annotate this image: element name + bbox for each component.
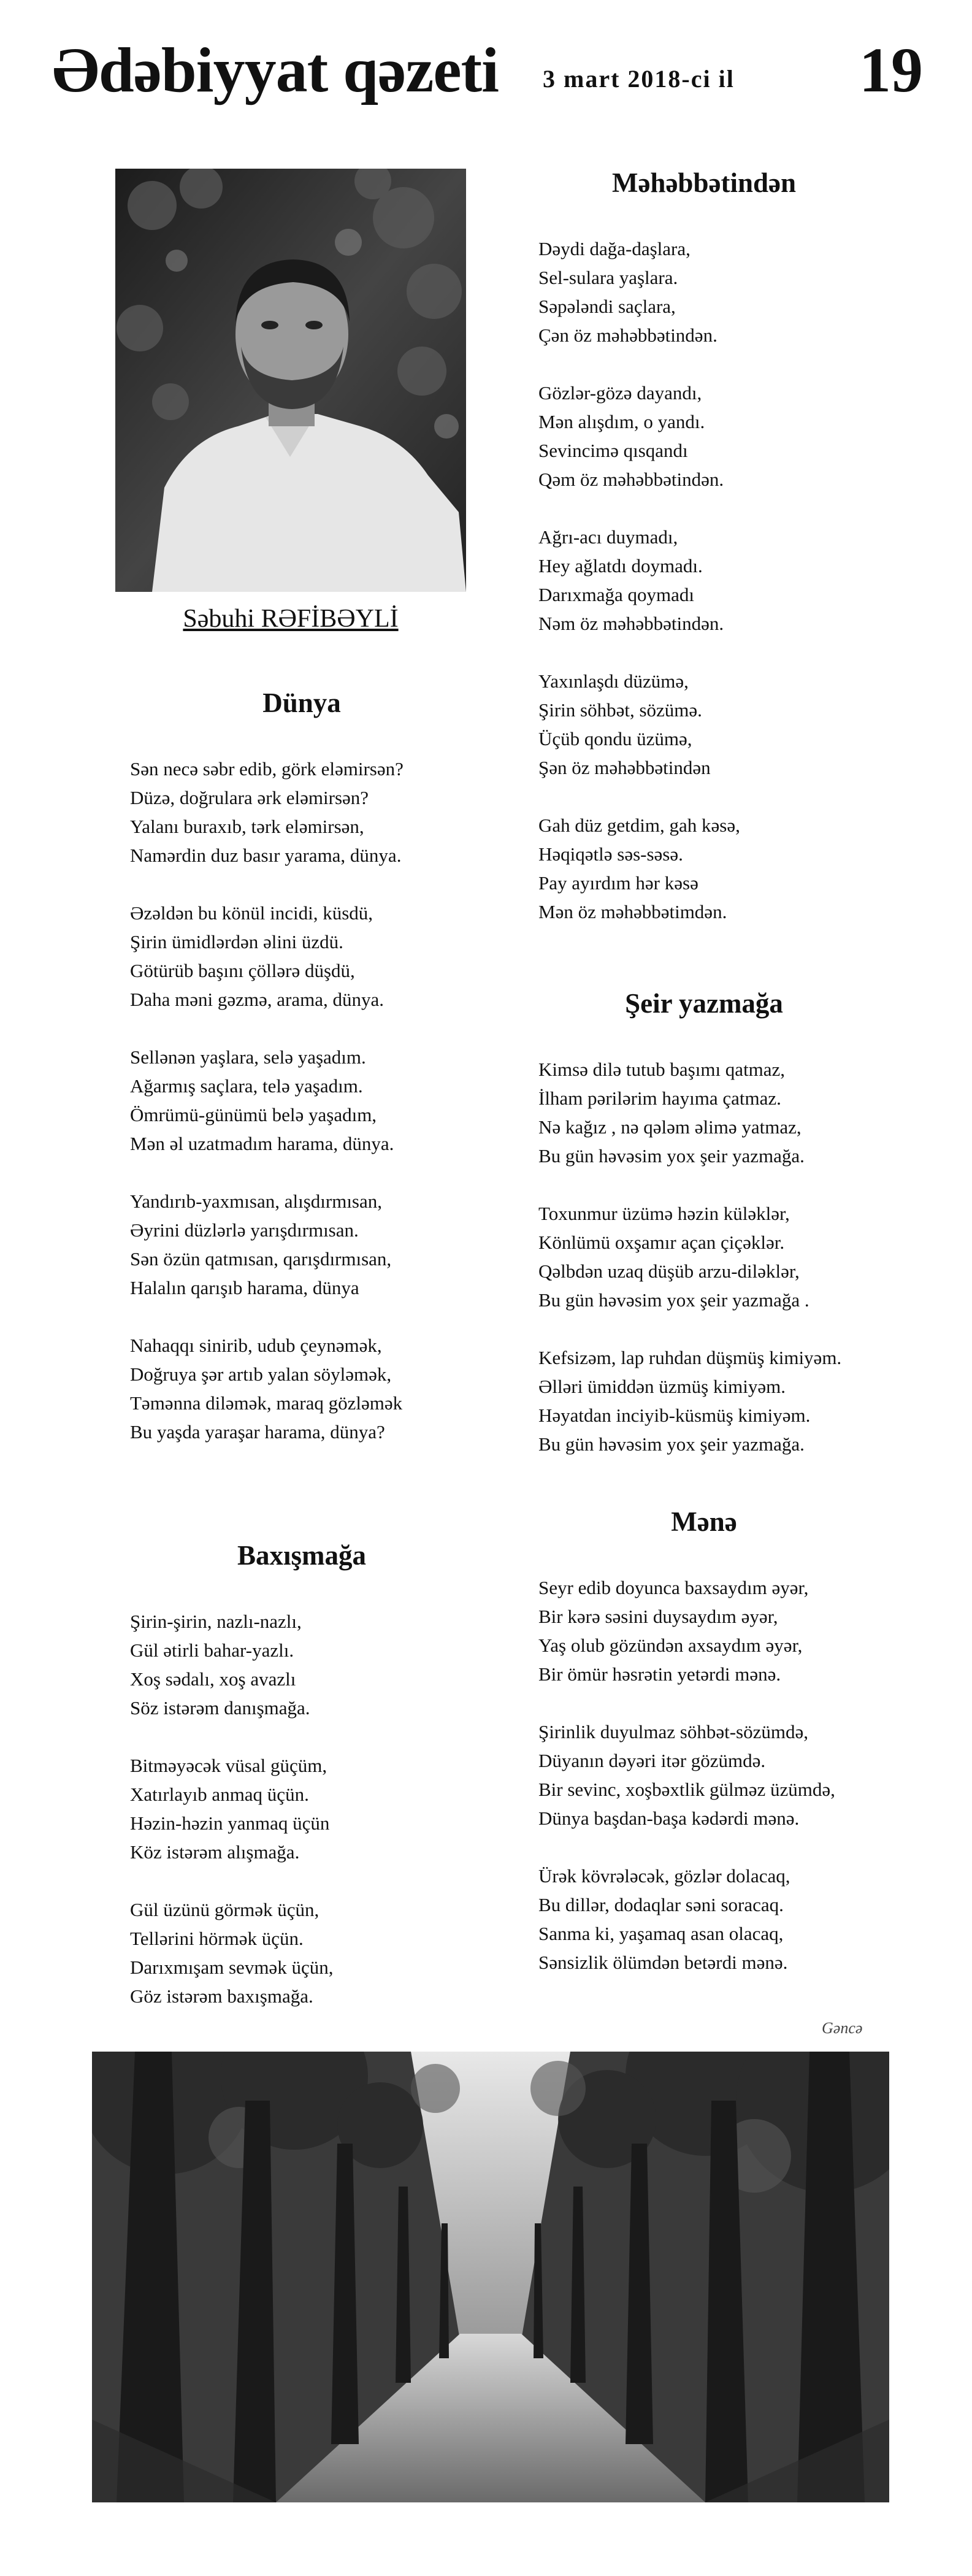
verse-line: Bu yaşda yaraşar harama, dünya? — [130, 1421, 385, 1443]
signature: Gəncə — [822, 2019, 863, 2037]
verse-line: Pay ayırdım hər kəsə — [538, 872, 698, 894]
stanza — [130, 1895, 473, 2011]
poem-mehebbetinden — [538, 167, 870, 955]
verse-line: Bir kərə səsini duysaydım əyər, — [538, 1606, 778, 1627]
poem-title: Baxışmağa — [237, 1540, 366, 1571]
verse-line: Mən öz məhəbbətimdən. — [538, 901, 727, 922]
verse-line: Söz istərəm danışmağa. — [130, 1697, 310, 1719]
verse-line: Sən necə səbr edib, görk eləmirsən? — [130, 758, 404, 780]
verse-line: Sanma ki, yaşamaq asan olacaq, — [538, 1923, 784, 1944]
poem-title: Mənə — [671, 1506, 737, 1537]
stanza — [130, 899, 473, 1014]
verse-line: Bu gün həvəsim yox şeir yazmağa. — [538, 1145, 805, 1167]
verse-line: Hey ağlatdı doymadı. — [538, 555, 703, 577]
poem-mene — [538, 1506, 870, 2006]
stanza — [538, 1343, 870, 1459]
author-name: Səbuhi RƏFİBƏYLİ — [183, 605, 399, 633]
verse-line: Yaş olub gözündən axsaydım əyər, — [538, 1635, 803, 1656]
verse-line: Əzəldən bu könül incidi, küsdü, — [130, 902, 373, 924]
verse-line: Nəm öz məhəbbətindən. — [538, 613, 724, 634]
alley-photo — [92, 2052, 889, 2502]
verse-line: Bir sevinc, xoşbəxtlik gülməz üzümdə, — [538, 1779, 835, 1800]
stanza — [130, 1043, 473, 1158]
verse-line: Gözlər-gözə dayandı, — [538, 382, 702, 404]
poem-baxismaga — [130, 1539, 473, 2039]
stanza — [130, 1751, 473, 1866]
verse-line: Sellənən yaşlara, selə yaşadım. — [130, 1046, 366, 1068]
verse-line: Ürək kövrələcək, gözlər dolacaq, — [538, 1865, 790, 1887]
verse-line: Ağrı-acı duymadı, — [538, 526, 678, 548]
stanza — [538, 1055, 870, 1170]
verse-line: Bu dillər, dodaqlar səni soracaq. — [538, 1894, 784, 1915]
verse-line: Ömrümü-günümü belə yaşadım, — [130, 1104, 377, 1125]
verse-line: Seyr edib doyunca baxsaydım əyər, — [538, 1577, 809, 1598]
author-photo-image — [115, 169, 466, 592]
poem-title: Şeir yazmağa — [625, 988, 783, 1019]
stanza — [538, 1861, 870, 1977]
verse-line: Darıxmağa qoymadı — [538, 584, 694, 605]
verse-line: Tellərini hörmək üçün. — [130, 1928, 304, 1949]
stanza — [538, 811, 870, 926]
author-photo — [115, 169, 466, 592]
verse-line: Şirin söhbət, sözümə. — [538, 699, 702, 721]
stanza — [538, 1199, 870, 1314]
verse-line: Sevincimə qısqandı — [538, 440, 688, 461]
stanza — [538, 667, 870, 782]
verse-line: Təmənna diləmək, maraq gözləmək — [130, 1392, 403, 1414]
verse-line: Həyatdan inciyib-küsmüş kimiyəm. — [538, 1405, 811, 1426]
verse-line: Üçüb qondu üzümə, — [538, 728, 692, 749]
verse-line: Həqiqətlə səs-səsə. — [538, 843, 683, 865]
verse-line: Nahaqqı sinirib, udub çeynəmək, — [130, 1335, 382, 1356]
verse-line: Xatırlayıb anmaq üçün. — [130, 1784, 309, 1805]
verse-line: Sən özün qatmısan, qarışdırmısan, — [130, 1248, 392, 1270]
verse-line: Bu gün həvəsim yox şeir yazmağa . — [538, 1289, 809, 1311]
stanza — [538, 1717, 870, 1833]
verse-line: Əlləri ümiddən üzmüş kimiyəm. — [538, 1376, 786, 1397]
verse-line: Yandırıb-yaxmısan, alışdırmısan, — [130, 1190, 383, 1212]
poem-dunya — [130, 687, 473, 1475]
verse-line: Şirin-şirin, nazlı-nazlı, — [130, 1611, 302, 1632]
verse-line: Yalanı buraxıb, tərk eləmirsən, — [130, 816, 364, 837]
verse-line: Kefsizəm, lap ruhdan düşmüş kimiyəm. — [538, 1347, 842, 1368]
verse-line: Sel-sulara yaşlara. — [538, 267, 678, 288]
verse-line: Toxunmur üzümə həzin küləklər, — [538, 1203, 790, 1224]
verse-line: Gül üzünü görmək üçün, — [130, 1899, 320, 1920]
verse-line: Bir ömür həsrətin yetərdi mənə. — [538, 1663, 781, 1685]
verse-line: Qəm öz məhəbbətindən. — [538, 469, 724, 490]
verse-line: Gah düz getdim, gah kəsə, — [538, 815, 740, 836]
verse-line: Kimsə dilə tutub başımı qatmaz, — [538, 1059, 786, 1080]
verse-line: Gül ətirli bahar-yazlı. — [130, 1639, 294, 1661]
newspaper-title: Ədəbiyyat qəzeti — [52, 35, 499, 105]
verse-line: Şirin ümidlərdən əlini üzdü. — [130, 931, 343, 953]
verse-line: İlham pərilərim hayıma çatmaz. — [538, 1087, 781, 1109]
verse-line: Çən öz məhəbbətindən. — [538, 324, 718, 346]
verse-line: Xoş sədalı, xoş avazlı — [130, 1668, 296, 1690]
masthead — [52, 34, 923, 120]
verse-line: Şən öz məhəbbətindən — [538, 757, 711, 778]
issue-date: 3 mart 2018-ci il — [543, 65, 735, 93]
verse-line: Ağarmış saçlara, telə yaşadım. — [130, 1075, 363, 1097]
verse-line: Daha məni gəzmə, arama, dünya. — [130, 989, 385, 1010]
verse-line: Bu gün həvəsim yox şeir yazmağa. — [538, 1433, 805, 1455]
verse-line: Nə kağız , nə qələm əlimə yatmaz, — [538, 1116, 802, 1138]
stanza — [130, 754, 473, 870]
stanza — [538, 378, 870, 494]
verse-line: Mən əl uzatmadım harama, dünya. — [130, 1133, 394, 1154]
poem-seir-yazmaga — [538, 987, 870, 1487]
verse-line: Halalın qarışıb harama, dünya — [130, 1277, 359, 1298]
verse-line: Səpələndi saçlara, — [538, 296, 676, 317]
verse-line: Dəydi dağa-daşlara, — [538, 238, 691, 259]
verse-line: Düzə, doğrulara ərk eləmirsən? — [130, 787, 369, 808]
page-number: 19 — [859, 35, 923, 105]
verse-line: Mən alışdım, o yandı. — [538, 411, 705, 432]
poem-title: Dünya — [262, 688, 341, 718]
alley-photo-image — [92, 2052, 889, 2502]
verse-line: Namərdin duz basır yarama, dünya. — [130, 845, 402, 866]
verse-line: Həzin-həzin yanmaq üçün — [130, 1812, 330, 1834]
stanza — [130, 1607, 473, 1722]
verse-line: Qəlbdən uzaq düşüb arzu-diləklər, — [538, 1260, 800, 1282]
verse-line: Könlümü oxşamır açan çiçəklər. — [538, 1232, 785, 1253]
verse-line: Əyrini düzlərlə yarışdırmısan. — [130, 1219, 359, 1241]
stanza — [538, 234, 870, 350]
verse-line: Yaxınlaşdı düzümə, — [538, 670, 689, 692]
stanza — [538, 1573, 870, 1689]
verse-line: Darıxmışam sevmək üçün, — [130, 1957, 334, 1978]
verse-line: Düyanın dəyəri itər gözümdə. — [538, 1750, 766, 1771]
stanza — [130, 1187, 473, 1302]
poem-title: Məhəbbətindən — [611, 167, 796, 198]
verse-line: Köz istərəm alışmağa. — [130, 1841, 300, 1863]
verse-line: Götürüb başını çöllərə düşdü, — [130, 960, 355, 981]
verse-line: Şirinlik duyulmaz söhbət-sözümdə, — [538, 1721, 808, 1742]
verse-line: Göz istərəm baxışmağa. — [130, 1985, 313, 2007]
verse-line: Bitməyəcək vüsal güçüm, — [130, 1755, 327, 1776]
stanza — [538, 523, 870, 638]
verse-line: Doğruya şər artıb yalan söyləmək, — [130, 1363, 392, 1385]
verse-line: Dünya başdan-başa kədərdi mənə. — [538, 1807, 800, 1829]
verse-line: Sənsizlik ölümdən betərdi mənə. — [538, 1952, 788, 1973]
stanza — [130, 1331, 473, 1446]
